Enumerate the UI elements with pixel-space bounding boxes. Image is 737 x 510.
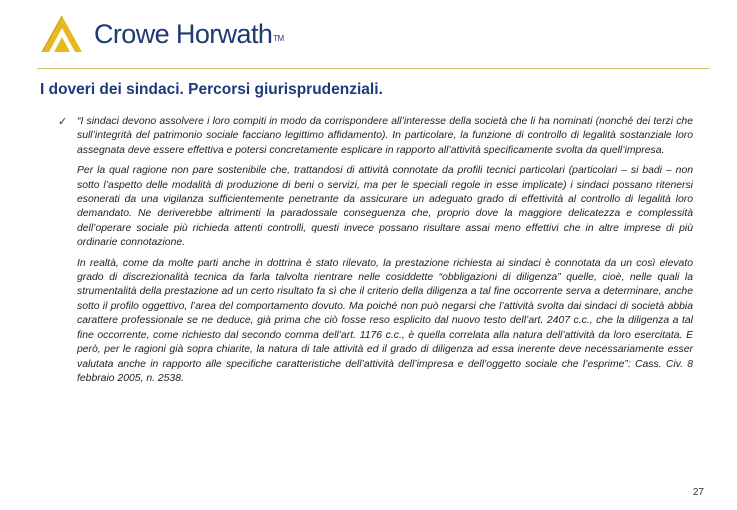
page-number: 27 [692,487,704,498]
header-divider [37,68,710,69]
paragraph-3: In realtà, come da molte parti anche in dottrina è stato rilevato, la prestazione richiesta ai sindaci è connotata da un così elevato grado di discrezionalità tecnica da farla talvolta rientrare nelle cosiddette “obbligazioni di diligenza” quelle, cioè, nelle quali la strumentalità della prestazione ad un certo risultato fa sì che il criterio della diligenza a tal fine occorrente serva a determinare, anche sotto il profilo oggettivo, l’area del comportamento dovuto. Ma poiché non può negarsi che l’attività svolta dai sindaci di società abbia carattere professionale se ne deduce, già prima che ciò fosse reso esplicito dal nuovo testo dell’art. 2407 c.c., che la diligenza a tal fine occorrente, come richiesto dal secondo comma dell’art. 1176 c.c., è quella correlata alla natura dell’attività da loro esercitata. E però, per le ragioni già sopra chiarite, la natura di tale attività ed il grado di diligenza ad essa inerente deve necessariamente esser valutata anche in rapporto alle specifiche caratteristiche dell’attività dell’impresa e dell’oggetto sociale che l’esprime”: Cass. Civ. 8 febbraio 2005, n. 2538. [77,257,693,384]
logo [40,14,284,54]
paragraph-1: “I sindaci devono assolvere i loro compiti in modo da corrispondere all’interesse della società che li ha nominati (nonché dei terzi che sull’integrità del patrimonio sociale facciano legittimo affidamento). In particolare, la funzione di controllo di legalità sostanziale loro assegnata deve essere effettiva e potersi concretamente esplicare in rapporto all’attività specificamente svolta da quell’impresa. [77,116,693,156]
checkmark-icon: ✓ [58,116,68,128]
slide-body [77,115,693,392]
paragraph-2: Per la qual ragione non pare sostenibile che, trattandosi di attività connotate da profili tecnici particolari (particolari – si badi – non sotto l’aspetto delle modalità di produzione di beni o servizi, ma per le speciali regole in esse implicate) i sindaci possano ritenersi esonerati da una vigilanza sufficientemente penetrante da assicurare un adeguato grado di effettività al controllo di legalità loro demandato. Ne deriverebbe altrimenti la paradossale conseguenza che, proprio dove la maggiore delicatezza e complessità dell’operare sociale più richieda attenti controlli, questi invece possano risultare assai meno effettivi che in altre imprese di più ordinarie connotazione. [77,165,693,249]
brand-name: Crowe HorwathTM [94,18,284,49]
crowe-horwath-logo-icon [40,14,84,54]
slide-title: I doveri dei sindaci. Percorsi giurisprudenziali. [40,81,383,98]
